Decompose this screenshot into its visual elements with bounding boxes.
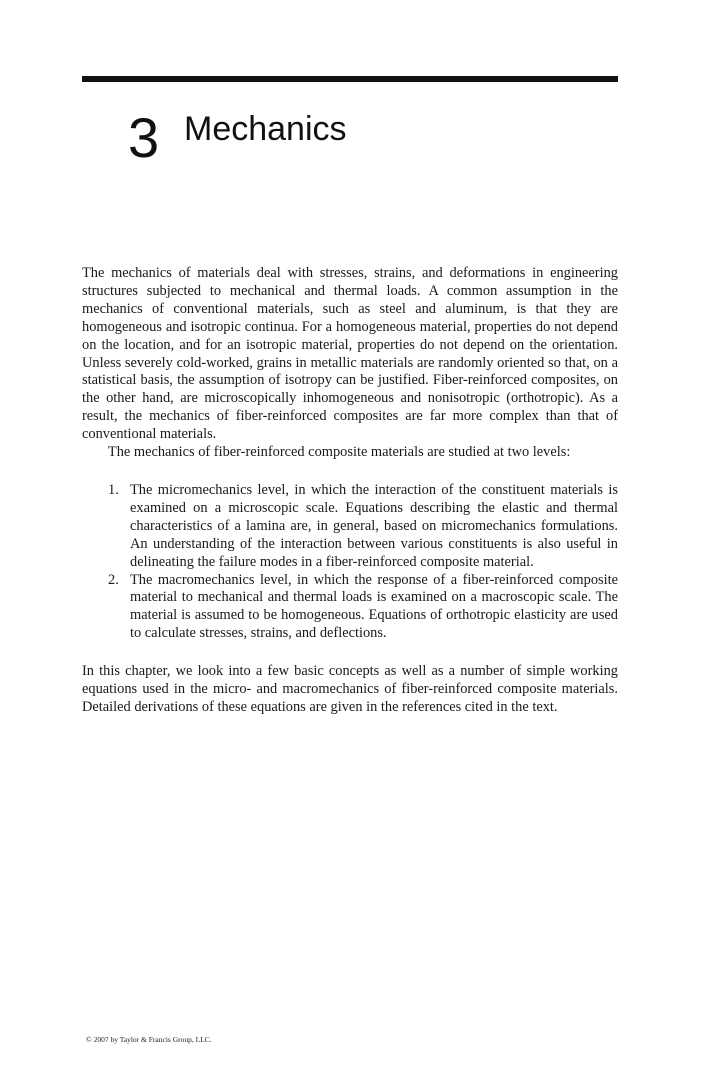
list-item-number: 2. [108,571,119,588]
list-item [82,572,618,644]
list-item [82,482,618,572]
chapter-body [82,265,618,717]
chapter-number: 3 [128,106,160,169]
chapter-top-rule [82,76,618,82]
copyright-footer: © 2007 by Taylor & Francis Group, LLC. [86,1035,212,1044]
chapter-title: Mechanics [184,110,347,148]
list-item-text: The macromechanics level, in which the response of a fiber-reinforced composite material to mechanical and thermal loads is examined on a macroscopic scale. The material is assumed to be homogeneous. Equations of orthotropic elasticity are used to calculate stresses, strains, and deflections. [130,571,618,642]
list-item-text: The micromechanics level, in which the interaction of the constituent materials is examined on a microscopic scale. Equations describing the elastic and thermal characteristics of a lamina are, in general, based on micromechanics formulations. An understanding of the interaction between various constituents is also useful in delineating the failure modes in a fiber-reinforced composite material. [130,481,618,570]
chapter-overview-paragraph: In this chapter, we look into a few basic concepts as well as a number of simple working equations used in the micro- and macromechanics of fiber-reinforced composite materials. Detailed derivations of these equations are given in the references cited in the text. [82,663,618,715]
intro-paragraph: The mechanics of materials deal with stresses, strains, and deformations in engineering structures subjected to mechanical and thermal loads. A common assumption in the mechanics of conventional materials, such as steel and aluminum, is that they are homogeneous and isotropic continua. For a homogeneous material, properties do not depend on the location, and for an isotropic material, properties do not depend on the orientation. Unless severely cold-worked, grains in metallic materials are randomly oriented so that, on a statistical basis, the assumption of isotropy can be justified. Fiber-reinforced composites, on the other hand, are microscopically inhomogeneous and nonisotropic (orthotropic). As a result, the mechanics of fiber-reinforced composites are far more complex than that of conventional materials. [82,265,618,443]
list-item-number: 1. [108,481,119,498]
levels-list [82,482,618,643]
levels-intro-paragraph: The mechanics of fiber-reinforced composite materials are studied at two levels: [107,444,571,461]
